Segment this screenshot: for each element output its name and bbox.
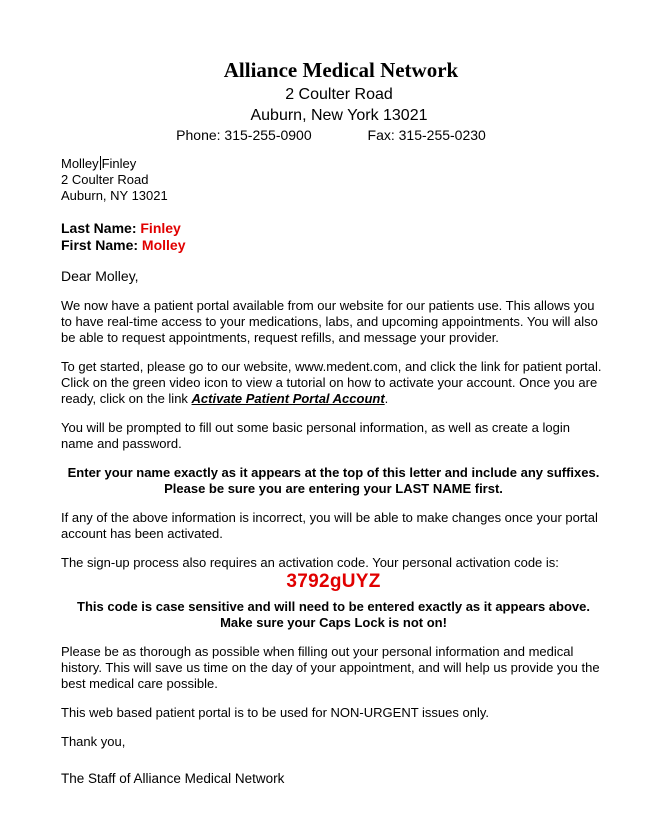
getting-started-text: To get started, please go to our website, www.medent.com, and click the link for patient portal. Click on the green video icon to view a tutorial on how to activate your account. Once you are ready, click on the link — [61, 359, 602, 406]
text-cursor — [100, 156, 101, 170]
last-name-label: Last Name — [61, 220, 132, 236]
recipient-address — [61, 156, 606, 204]
first-name-row: First Name: Molley — [61, 237, 186, 253]
paragraph-thorough: Please be as thorough as possible when filling out your personal information and medical history. This will save us time on the day of your appointment, and will help us provide you the best medical care possible. — [61, 644, 600, 691]
getting-started-end: . — [384, 391, 389, 406]
paragraph-getting-started — [61, 359, 606, 407]
name-entry-notice — [61, 465, 606, 497]
paragraph-portal-intro: We now have a patient portal available from our website for our patients use. This allows you to have real-time access to your medications, labs, and upcoming appointments. You will also be able to request appointments, request refills, and message your provider. — [61, 298, 598, 345]
last-name-value: Finley — [140, 220, 181, 236]
phone-number: Phone: 315-255-0900 — [176, 127, 312, 143]
first-name-label: First Name — [61, 237, 134, 253]
recipient-street: 2 Coulter Road — [61, 172, 149, 187]
case-sensitive-notice-line1: This code is case sensitive and will need to be entered exactly as it appears above. — [77, 599, 590, 614]
fax-number: Fax: 315-255-0230 — [367, 127, 486, 143]
closing: Thank you, — [61, 734, 126, 749]
recipient-last-name: Finley — [101, 156, 137, 171]
paragraph-non-urgent: This web based patient portal is to be used for NON-URGENT issues only. — [61, 705, 489, 720]
recipient-city: Auburn, NY 13021 — [61, 188, 168, 203]
activate-portal-link[interactable]: Activate Patient Portal Account — [191, 391, 385, 406]
recipient-name — [61, 156, 606, 172]
signature: The Staff of Alliance Medical Network — [61, 771, 285, 786]
contact-row — [4, 126, 658, 144]
letterhead-street: 2 Coulter Road — [285, 86, 393, 103]
letter-body — [61, 156, 606, 787]
organization-name: Alliance Medical Network — [223, 58, 459, 82]
paragraph-activation-code: The sign-up process also requires an activation code. Your personal activation code is: — [61, 555, 559, 570]
name-entry-notice-line1: Enter your name exactly as it appears at the top of this letter and include any suffixes. — [67, 465, 600, 480]
name-entry-notice-line2: Please be sure you are entering your LAST NAME first. — [164, 481, 503, 496]
paragraph-incorrect-info: If any of the above information is incorrect, you will be able to make changes once your portal account has been activated. — [61, 510, 598, 541]
first-name-value: Molley — [141, 237, 186, 253]
case-sensitive-notice — [61, 599, 606, 631]
recipient-first-name: Molley — [61, 156, 99, 171]
letterhead-city: Auburn, New York 13021 — [250, 107, 428, 124]
last-name-row: Last Name: Finley — [61, 220, 181, 236]
letterhead — [0, 56, 658, 144]
activation-code: 3792gUYZ — [286, 571, 381, 592]
paragraph-prompted: You will be prompted to fill out some basic personal information, as well as create a login name and password. — [61, 420, 570, 451]
salutation: Dear Molley, — [61, 268, 139, 284]
case-sensitive-notice-line2: Make sure your Caps Lock is not on! — [220, 615, 447, 630]
